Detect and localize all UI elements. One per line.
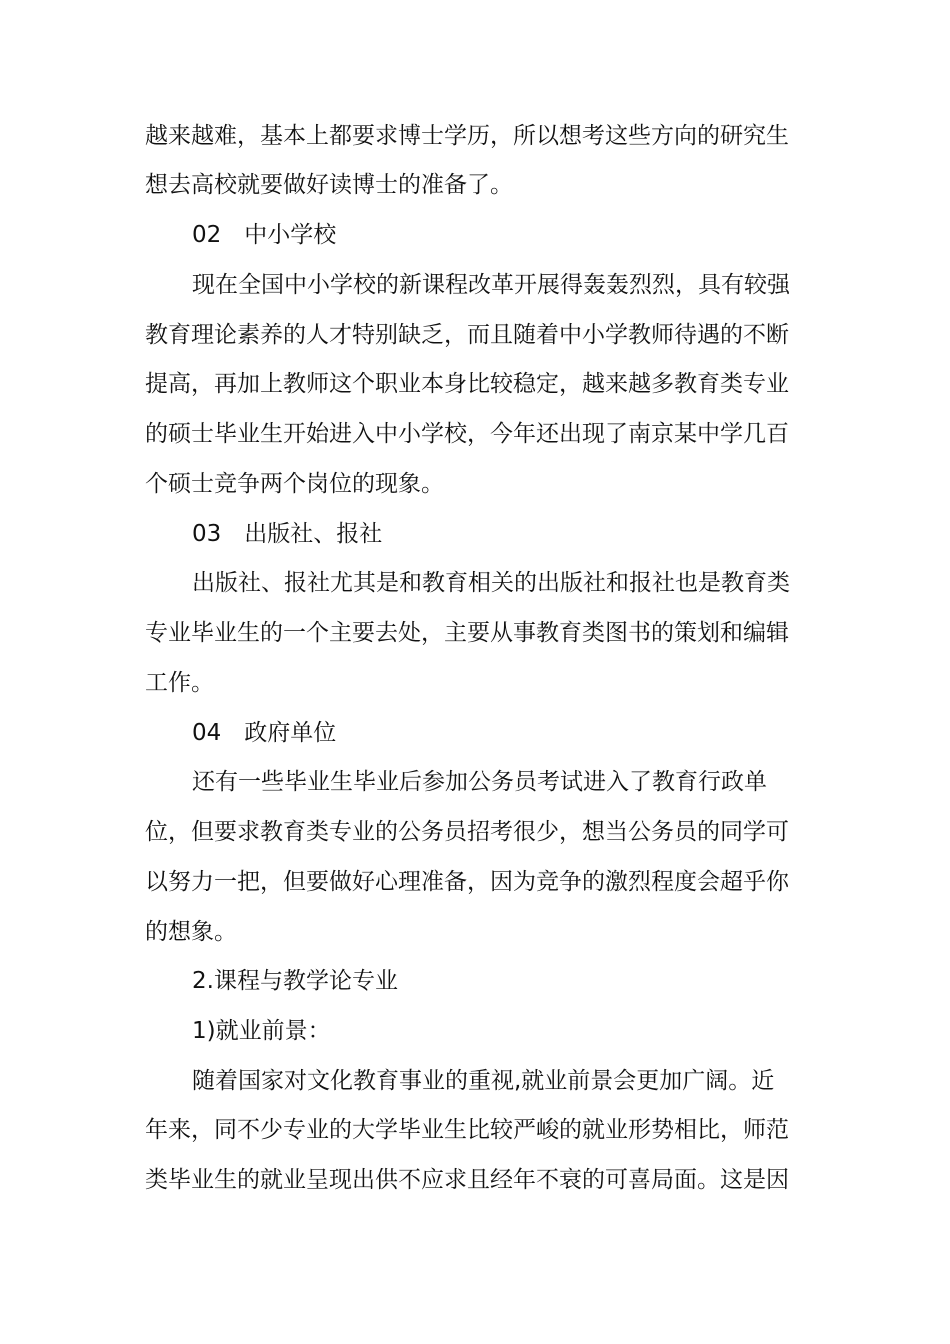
body-text-line: 位，但要求教育类专业的公务员招考很少，想当公务员的同学可	[145, 819, 789, 845]
section-heading: 02 中小学校	[192, 222, 337, 248]
body-text-line: 的硕士毕业生开始进入中小学校，今年还出现了南京某中学几百	[145, 421, 789, 447]
section-heading: 03 出版社、报社	[192, 521, 383, 547]
body-text-line: 现在全国中小学校的新课程改革开展得轰轰烈烈，具有较强	[192, 272, 790, 298]
body-text-line: 越来越难，基本上都要求博士学历，所以想考这些方向的研究生	[145, 123, 789, 149]
body-text-line: 教育理论素养的人才特别缺乏，而且随着中小学教师待遇的不断	[145, 322, 789, 348]
subsection-heading: 1)就业前景：	[192, 1018, 331, 1044]
section-heading: 2.课程与教学论专业	[192, 968, 398, 994]
body-text-line: 还有一些毕业生毕业后参加公务员考试进入了教育行政单	[192, 769, 767, 795]
body-text-line: 的想象。	[145, 919, 237, 945]
body-text-line: 年来，同不少专业的大学毕业生比较严峻的就业形势相比，师范	[145, 1117, 789, 1143]
body-text-line: 类毕业生的就业呈现出供不应求且经年不衰的可喜局面。这是因	[145, 1167, 789, 1193]
body-text-line: 工作。	[145, 670, 214, 696]
body-text-line: 个硕士竞争两个岗位的现象。	[145, 471, 444, 497]
body-text-line: 以努力一把，但要做好心理准备，因为竞争的激烈程度会超乎你	[145, 869, 789, 895]
body-text-line: 出版社、报社尤其是和教育相关的出版社和报社也是教育类	[192, 570, 790, 596]
body-text-line: 想去高校就要做好读博士的准备了。	[145, 172, 513, 198]
body-text-line: 专业毕业生的一个主要去处，主要从事教育类图书的策划和编辑	[145, 620, 789, 646]
body-text-line: 提高，再加上教师这个职业本身比较稳定，越来越多教育类专业	[145, 371, 789, 397]
body-text-line: 随着国家对文化教育事业的重视,就业前景会更加广阔。近	[192, 1068, 775, 1094]
section-heading: 04 政府单位	[192, 720, 337, 746]
